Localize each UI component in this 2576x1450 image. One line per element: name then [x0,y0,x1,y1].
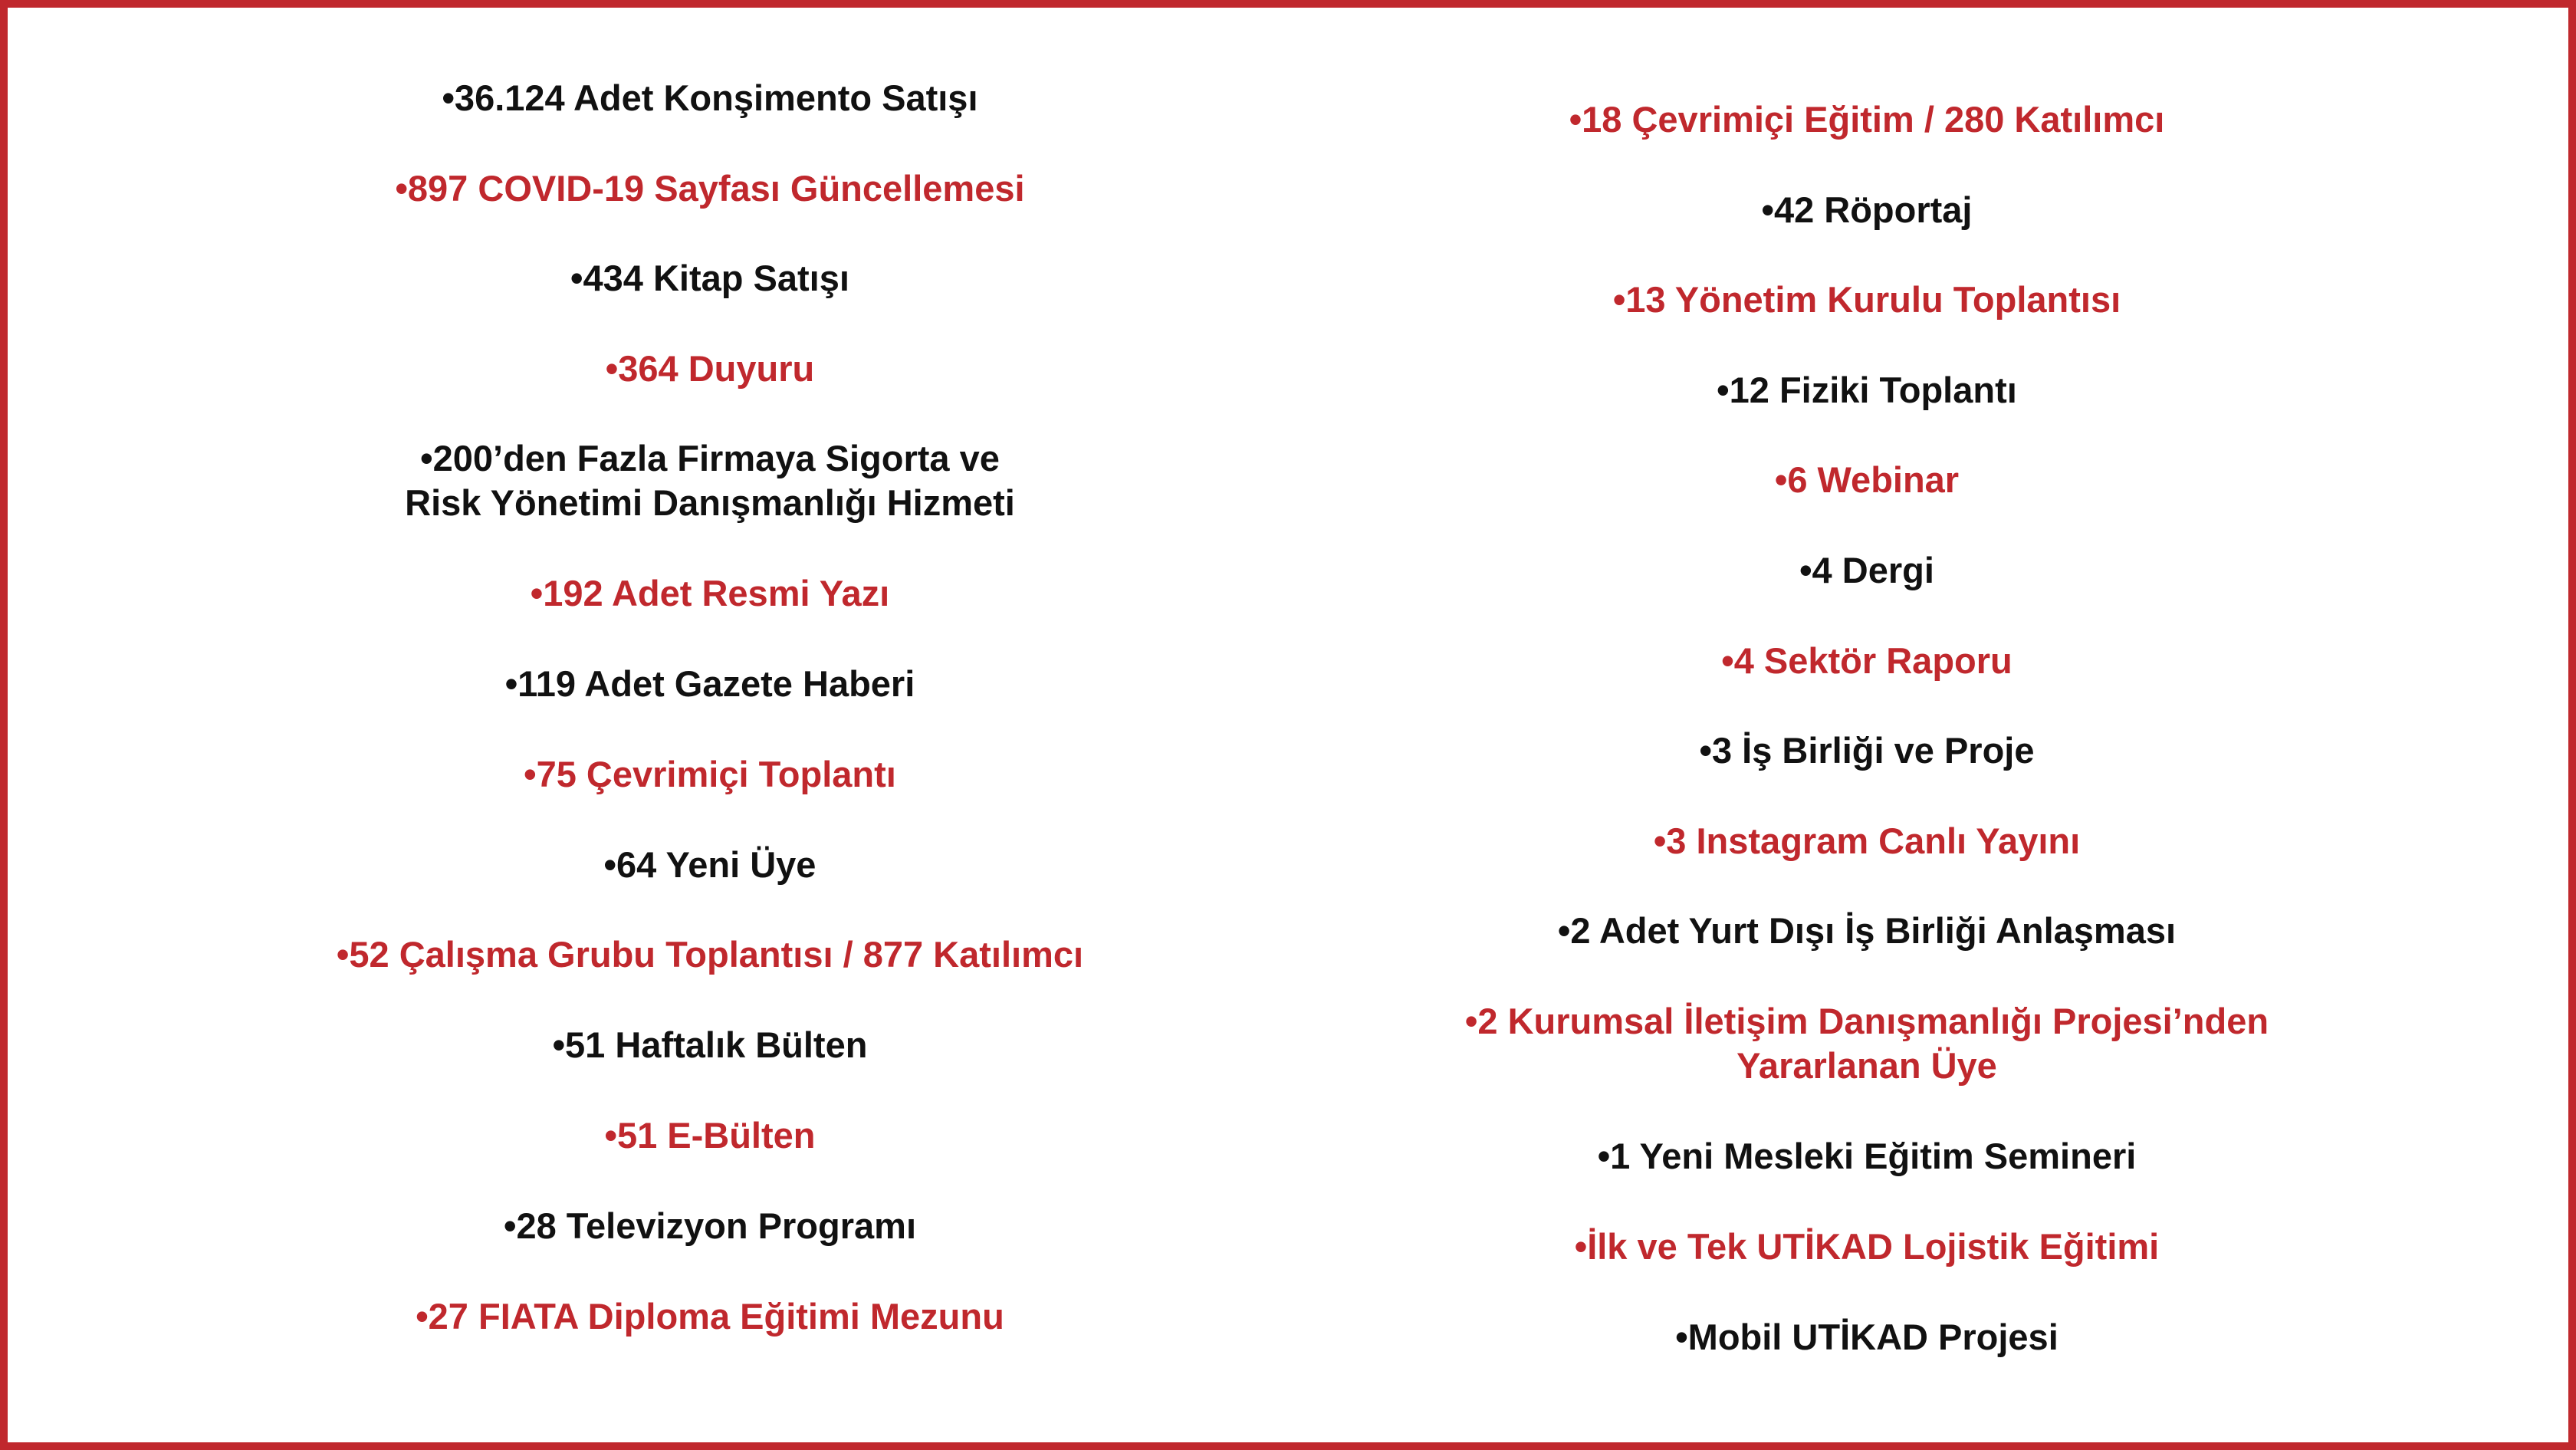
left-column [97,8,1323,1442]
list-item: •18 Çevrimiçi Eğitim / 280 Katılımcı [1569,99,2165,140]
list-item: •64 Yeni Üye [603,844,816,885]
list-item: •13 Yönetim Kurulu Toplantısı [1612,279,2121,320]
list-item: •75 Çevrimiçi Toplantı [524,754,896,794]
list-item: •42 Röportaj [1761,189,1973,230]
list-item-continued: Yararlanan Üye [1737,1045,1997,1086]
list-item: •51 Haftalık Bülten [552,1024,868,1065]
list-item-continued: Risk Yönetimi Danışmanlığı Hizmeti [405,482,1015,523]
list-item: •3 Instagram Canlı Yayını [1653,820,2081,861]
list-item: •4 Sektör Raporu [1721,640,2013,681]
right-column [1254,8,2480,1442]
list-item: •52 Çalışma Grubu Toplantısı / 877 Katılımcı [336,934,1084,975]
list-item: •1 Yeni Mesleki Eğitim Semineri [1597,1136,2137,1176]
list-item: •192 Adet Resmi Yazı [530,573,890,613]
list-item: •897 COVID-19 Sayfası Güncellemesi [395,168,1025,209]
list-item: •200’den Fazla Firmaya Sigorta ve [420,438,1000,478]
list-item: •3 İş Birliği ve Proje [1699,730,2035,771]
list-item: •2 Adet Yurt Dışı İş Birliği Anlaşması [1557,910,2177,951]
list-item: •İlk ve Tek UTİKAD Lojistik Eğitimi [1574,1226,2160,1267]
list-item: •4 Dergi [1799,550,1934,590]
list-item: •364 Duyuru [605,348,815,389]
list-item: •434 Kitap Satışı [570,258,849,298]
list-item: •119 Adet Gazete Haberi [504,663,915,704]
list-item: •6 Webinar [1774,459,1960,500]
list-item: •27 FIATA Diploma Eğitimi Mezunu [416,1296,1004,1337]
list-item: •Mobil UTİKAD Projesi [1675,1317,2058,1357]
list-item: •12 Fiziki Toplantı [1717,370,2017,410]
list-item: •36.124 Adet Konşimento Satışı [442,77,978,118]
list-item: •28 Televizyon Programı [504,1205,916,1246]
list-item: •2 Kurumsal İletişim Danışmanlığı Projesi’nden [1464,1001,2269,1041]
list-item: •51 E-Bülten [604,1115,816,1156]
